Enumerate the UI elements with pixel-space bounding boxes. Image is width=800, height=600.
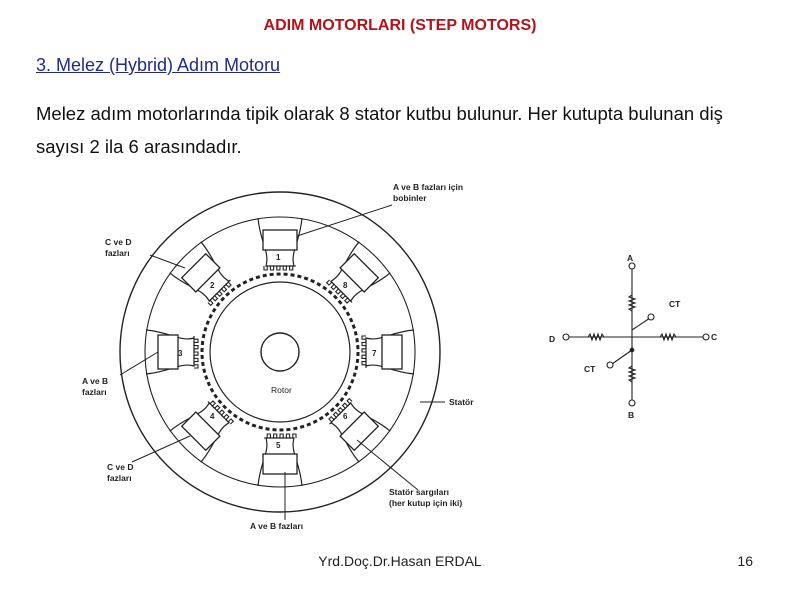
stator-pole: [258, 218, 302, 270]
terminal-b-label: B: [628, 410, 635, 420]
terminal-a-label: A: [627, 253, 634, 263]
center-tap-1-label: CT: [669, 299, 681, 309]
slide-title: ADIM MOTORLARI (STEP MOTORS): [263, 17, 537, 34]
pole-number-8: 8: [343, 281, 348, 290]
footer-author: Yrd.Doç.Dr.Hasan ERDAL: [318, 553, 482, 569]
rotor-body: [210, 282, 350, 422]
stator-pole: [322, 394, 390, 462]
stator-pole: [170, 394, 238, 462]
label-ab-coils: A ve B fazları için: [393, 182, 464, 192]
stator-pole: [146, 330, 198, 374]
rotor-shaft: [261, 333, 299, 371]
section-subtitle: 3. Melez (Hybrid) Adım Motoru: [36, 55, 281, 75]
label-rotor: Rotor: [271, 385, 292, 395]
body-paragraph: Melez adım motorlarında tipik olarak 8 stator kutbu bulunur. Her kutupta bulunan diş sayısı 2 ila 6 arasındadır.: [36, 103, 723, 157]
winding-schematic: [563, 263, 709, 406]
rotor-toothed-rim: [202, 274, 358, 430]
stator-pole: [362, 330, 414, 374]
label-ab-left-2: fazları: [82, 387, 107, 397]
stator-pole: [322, 242, 390, 310]
pole-number-1: 1: [276, 253, 281, 262]
label-stator: Statör: [449, 397, 474, 407]
terminal-c-label: C: [711, 332, 718, 342]
stator-pole: [170, 242, 238, 310]
label-ab-coils-2: bobinler: [393, 193, 427, 203]
label-windings: Statör sargıları: [389, 487, 449, 497]
pole-number-6: 6: [343, 412, 348, 421]
label-ab-bottom: A ve B fazları: [250, 521, 304, 531]
terminal-d-label: D: [549, 334, 556, 344]
pole-number-4: 4: [210, 412, 215, 421]
pole-number-7: 7: [372, 349, 377, 358]
label-cd-bottom-2: fazları: [107, 473, 132, 483]
label-ab-left: A ve B: [82, 376, 109, 386]
label-cd-top: C ve D: [105, 237, 132, 247]
page-number: 16: [737, 553, 753, 569]
pole-number-5: 5: [276, 441, 281, 450]
motor-diagram: [120, 192, 445, 520]
center-tap-2-label: CT: [584, 364, 596, 374]
label-cd-bottom: C ve D: [107, 462, 134, 472]
pole-number-2: 2: [210, 281, 215, 290]
label-windings-2: (her kutup için iki): [389, 498, 463, 508]
pole-number-3: 3: [178, 349, 183, 358]
label-cd-top-2: fazları: [105, 248, 130, 258]
